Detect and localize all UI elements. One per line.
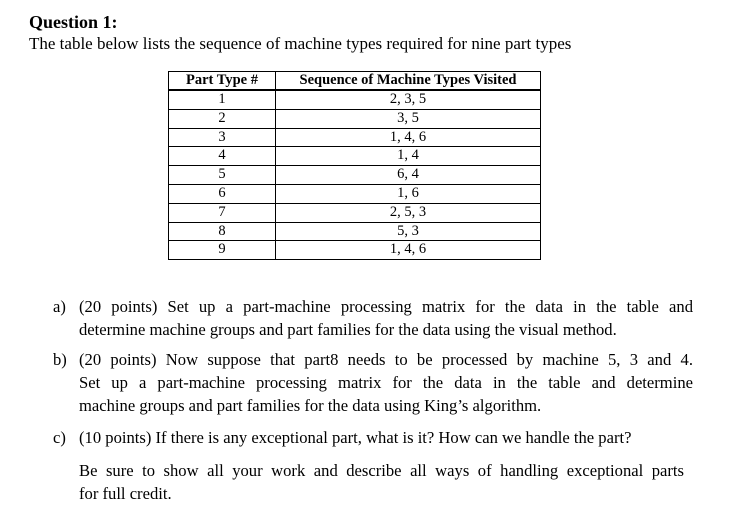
machine-sequence-cell: 2, 3, 5	[276, 90, 541, 109]
machine-sequence-cell: 1, 6	[276, 184, 541, 203]
machine-sequence-cell: 5, 3	[276, 222, 541, 241]
question-a	[53, 295, 693, 341]
question-b-letter: b)	[53, 350, 67, 369]
question-a-line: determine machine groups and part families for the data using the visual method.	[79, 320, 617, 339]
header-machine-sequence: Sequence of Machine Types Visited	[276, 72, 541, 91]
machine-sequence-cell: 1, 4, 6	[276, 241, 541, 260]
credit-note-line: for full credit.	[79, 484, 172, 503]
part-type-cell: 3	[169, 128, 276, 147]
credit-note	[79, 459, 684, 505]
question-b-line: machine groups and part families for the data using King’s algorithm.	[79, 396, 542, 415]
question-a-line: (20 points) Set up a part-machine processing matrix for the data in the table and	[79, 297, 693, 316]
part-type-cell: 7	[169, 203, 276, 222]
question-c	[53, 426, 693, 449]
table-row	[169, 109, 541, 128]
machine-sequence-cell: 1, 4	[276, 147, 541, 166]
machine-sequence-cell: 3, 5	[276, 109, 541, 128]
question-title: Question 1:	[29, 12, 118, 32]
question-b	[53, 348, 693, 417]
part-type-cell: 5	[169, 166, 276, 185]
credit-note-line: Be sure to show all your work and describe all ways of handling exceptional parts	[79, 461, 684, 480]
header-part-type: Part Type #	[169, 72, 276, 91]
part-machine-table	[168, 71, 541, 260]
table-row	[169, 203, 541, 222]
part-type-cell: 8	[169, 222, 276, 241]
part-type-cell: 4	[169, 147, 276, 166]
question-c-letter: c)	[53, 428, 66, 447]
part-type-cell: 1	[169, 90, 276, 109]
part-type-cell: 6	[169, 184, 276, 203]
machine-sequence-cell: 1, 4, 6	[276, 128, 541, 147]
table-row	[169, 90, 541, 109]
table-row	[169, 241, 541, 260]
table-row	[169, 166, 541, 185]
part-type-cell: 2	[169, 109, 276, 128]
question-a-letter: a)	[53, 297, 66, 316]
table-row	[169, 184, 541, 203]
table-header-row	[169, 72, 541, 91]
table-row	[169, 222, 541, 241]
machine-sequence-cell: 2, 5, 3	[276, 203, 541, 222]
question-b-line: (20 points) Now suppose that part8 needs to be processed by machine 5, 3 and 4.	[79, 350, 693, 369]
machine-sequence-cell: 6, 4	[276, 166, 541, 185]
question-c-line: (10 points) If there is any exceptional part, what is it? How can we handle the part?	[79, 428, 632, 447]
question-b-line: Set up a part-machine processing matrix for the data in the table and determine	[79, 373, 693, 392]
table-row	[169, 147, 541, 166]
intro-text: The table below lists the sequence of machine types required for nine part types	[29, 34, 572, 53]
table-row	[169, 128, 541, 147]
part-type-cell: 9	[169, 241, 276, 260]
